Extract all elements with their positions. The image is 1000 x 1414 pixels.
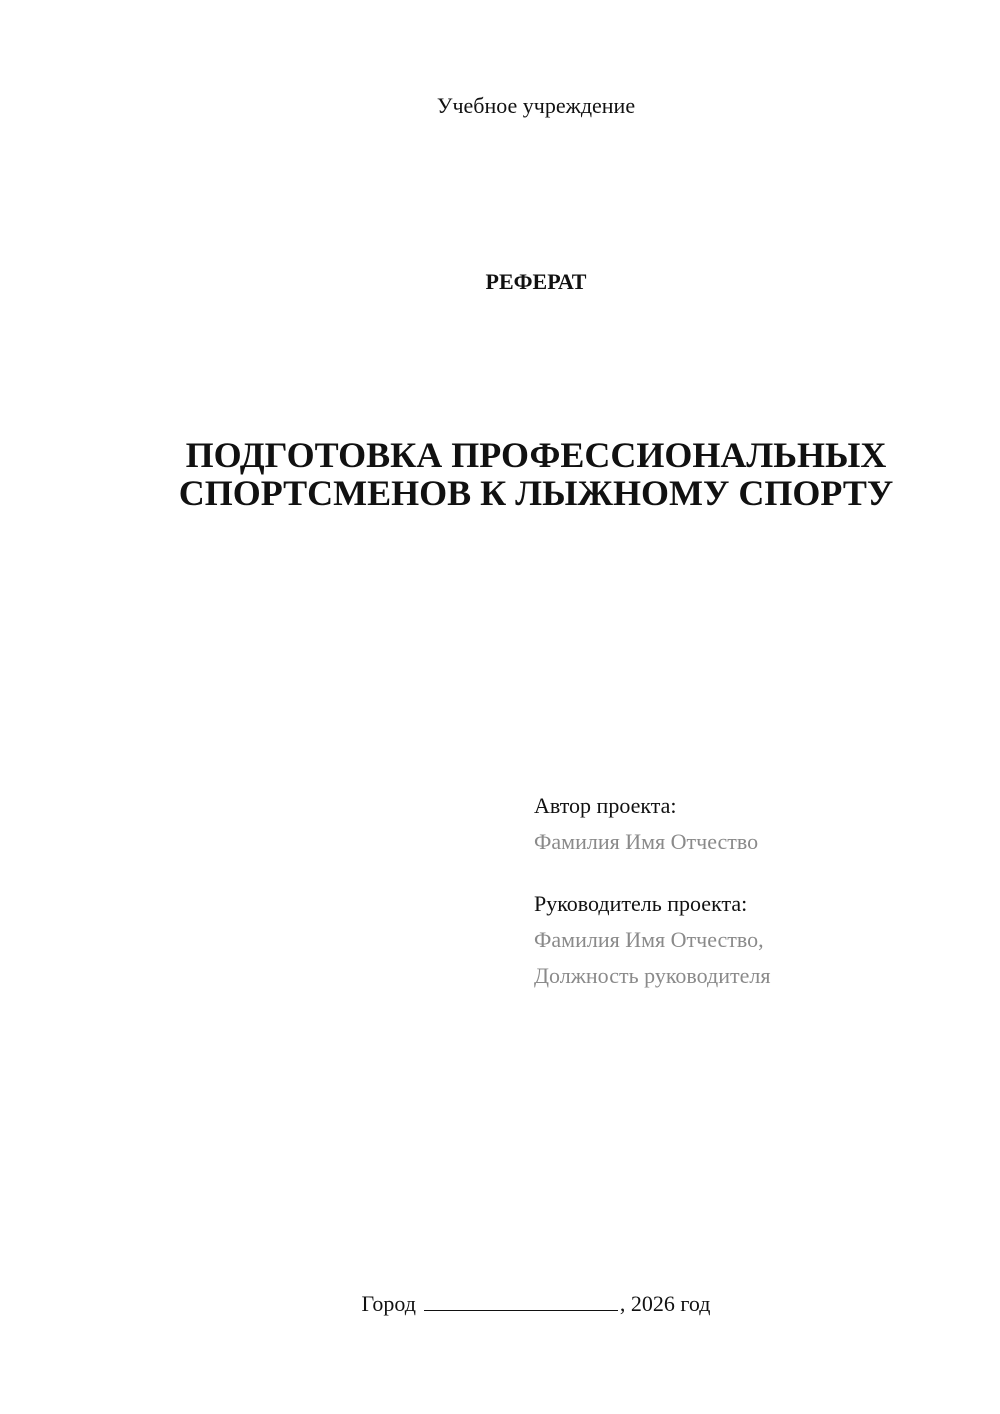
document-title <box>0 436 1000 512</box>
supervisor-name: Фамилия Имя Отчество, <box>534 927 764 952</box>
author-name: Фамилия Имя Отчество <box>534 829 759 854</box>
institution-name: Учебное учреждение <box>436 93 636 118</box>
supervisor-label: Руководитель проекта: <box>534 891 748 916</box>
supervisor-position: Должность руководителя <box>534 963 771 988</box>
year-text: , 2026 год <box>619 1291 711 1316</box>
author-label: Автор проекта: <box>534 793 677 818</box>
city-year-line <box>0 1290 1000 1318</box>
spacer <box>534 860 954 886</box>
document-title-line-2: СПОРТСМЕНОВ К ЛЫЖНОМУ СПОРТУ <box>178 473 894 513</box>
document-type: РЕФЕРАТ <box>485 269 587 294</box>
document-title-line-1: ПОДГОТОВКА ПРОФЕССИОНАЛЬНЫХ <box>185 435 887 475</box>
people-block <box>534 788 954 994</box>
city-blank-underline <box>424 1290 618 1311</box>
city-label: Город <box>361 1291 416 1316</box>
